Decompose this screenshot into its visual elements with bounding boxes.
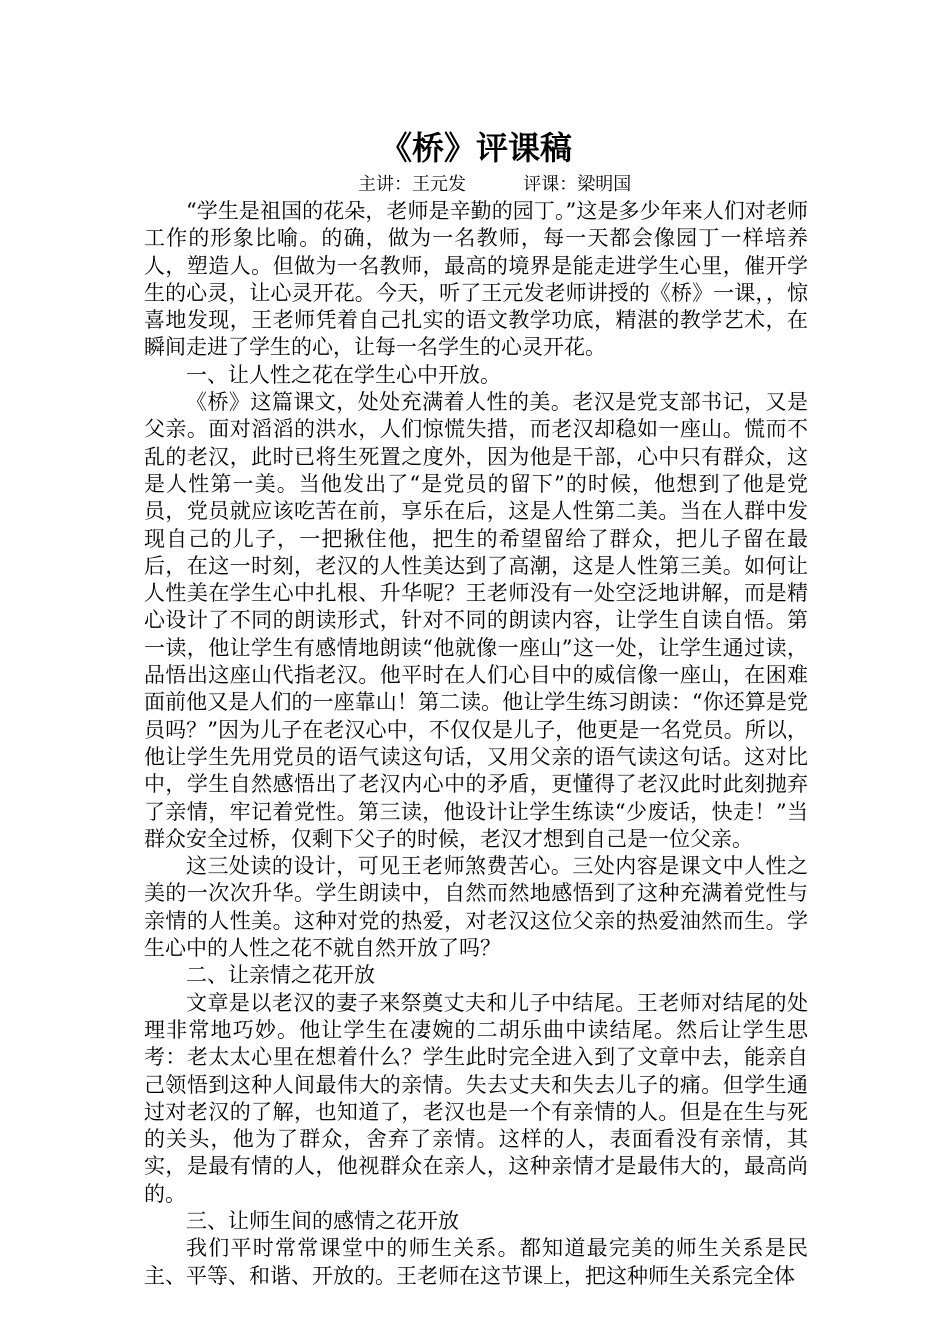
section-heading-2: 二、让亲情之花开放 <box>186 963 375 988</box>
paragraph-section-1-summary: 这三处读的设计，可见王老师煞费苦心。三处内容是课文中人性之美的一次次升华。学生朗读中，自然而然地感悟到了这种充满着党性与亲情的人性美。这种对党的热爱，对老汉这位父亲的热爱油然而生。学生心中的人性之花不就自然开放了吗？ <box>144 854 808 961</box>
section-heading-3: 三、让师生间的感情之花开放 <box>186 1208 459 1233</box>
paragraph-section-3: 我们平时常常课堂中的师生关系。都知道最完美的师生关系是民主、平等、和谐、开放的。王老师在这节课上，把这种师生关系完全体 <box>144 1236 808 1288</box>
document-page <box>144 126 808 1290</box>
section-heading-1: 一、让人性之花在学生心中开放。 <box>186 362 501 387</box>
document-title: 《桥》评课稿 <box>379 129 572 167</box>
paragraph-intro: “学生是祖国的花朵，老师是辛勤的园丁。”这是多少年来人们对老师工作的形象比喻。的确，做为一名教师，每一天都会像园丁一样培养人，塑造人。但做为一名教师，最高的境界是能走进学生心里，催开学生的心灵，让心灵开花。今天，听了王元发老师讲授的《桥》一课，，惊喜地发现，王老师凭着自己扎实的语文教学功底，精湛的教学艺术，在瞬间走进了学生的心，让每一名学生的心灵开花。 <box>144 199 808 360</box>
paragraph-section-1: 《桥》这篇课文，处处充满着人性的美。老汉是党支部书记，又是父亲。面对滔滔的洪水，人们惊慌失措，而老汉却稳如一座山。慌而不乱的老汉，此时已将生死置之度外，因为他是干部，心中只有群众，这是人性第一美。当他发出了“是党员的留下”的时候，他想到了他是党员，党员就应该吃苦在前，享乐在后，这是人性第二美。当在人群中发现自己的儿子，一把揪住他，把生的希望留给了群众，把儿子留在最后，在这一时刻，老汉的人性美达到了高潮，这是人性第三美。如何让人性美在学生心中扎根、升华呢？王老师没有一处空泛地讲解，而是精心设计了不同的朗读形式，针对不同的朗读内容，让学生自读自悟。第一读，他让学生有感情地朗读“他就像一座山”这一处，让学生通过读，品悟出这座山代指老汉。他平时在人们心目中的威信像一座山，在困难面前他又是人们的一座靠山！第二读。他让学生练习朗读：“你还算是党员吗？”因为儿子在老汉心中，不仅仅是儿子，他更是一名党员。所以，他让学生先用党员的语气读这句话，又用父亲的语气读这句话。这对比中，学生自然感悟出了老汉内心中的矛盾，更懂得了老汉此时此刻抛弃了亲情，牢记着党性。第三读，他设计让学生练读“少废话，快走！”当群众安全过桥，仅剩下父子的时候，老汉才想到自己是一位父亲。 <box>144 390 808 851</box>
paragraph-section-2: 文章是以老汉的妻子来祭奠丈夫和儿子中结尾。王老师对结尾的处理非常地巧妙。他让学生在凄婉的二胡乐曲中读结尾。然后让学生思考：老太太心里在想着什么？学生此时完全进入到了文章中去，能亲自己领悟到这种人间最伟大的亲情。失去丈夫和失去儿子的痛。但学生通过对老汉的了解，也知道了，老汉也是一个有亲情的人。但是在生与死的关头，他为了群众，舍弃了亲情。这样的人，表面看没有亲情，其实，是最有情的人，他视群众在亲人，这种亲情才是最伟大的，最高尚的。 <box>144 990 808 1206</box>
document-byline: 主讲：王元发 评课：梁明国 <box>358 174 632 195</box>
